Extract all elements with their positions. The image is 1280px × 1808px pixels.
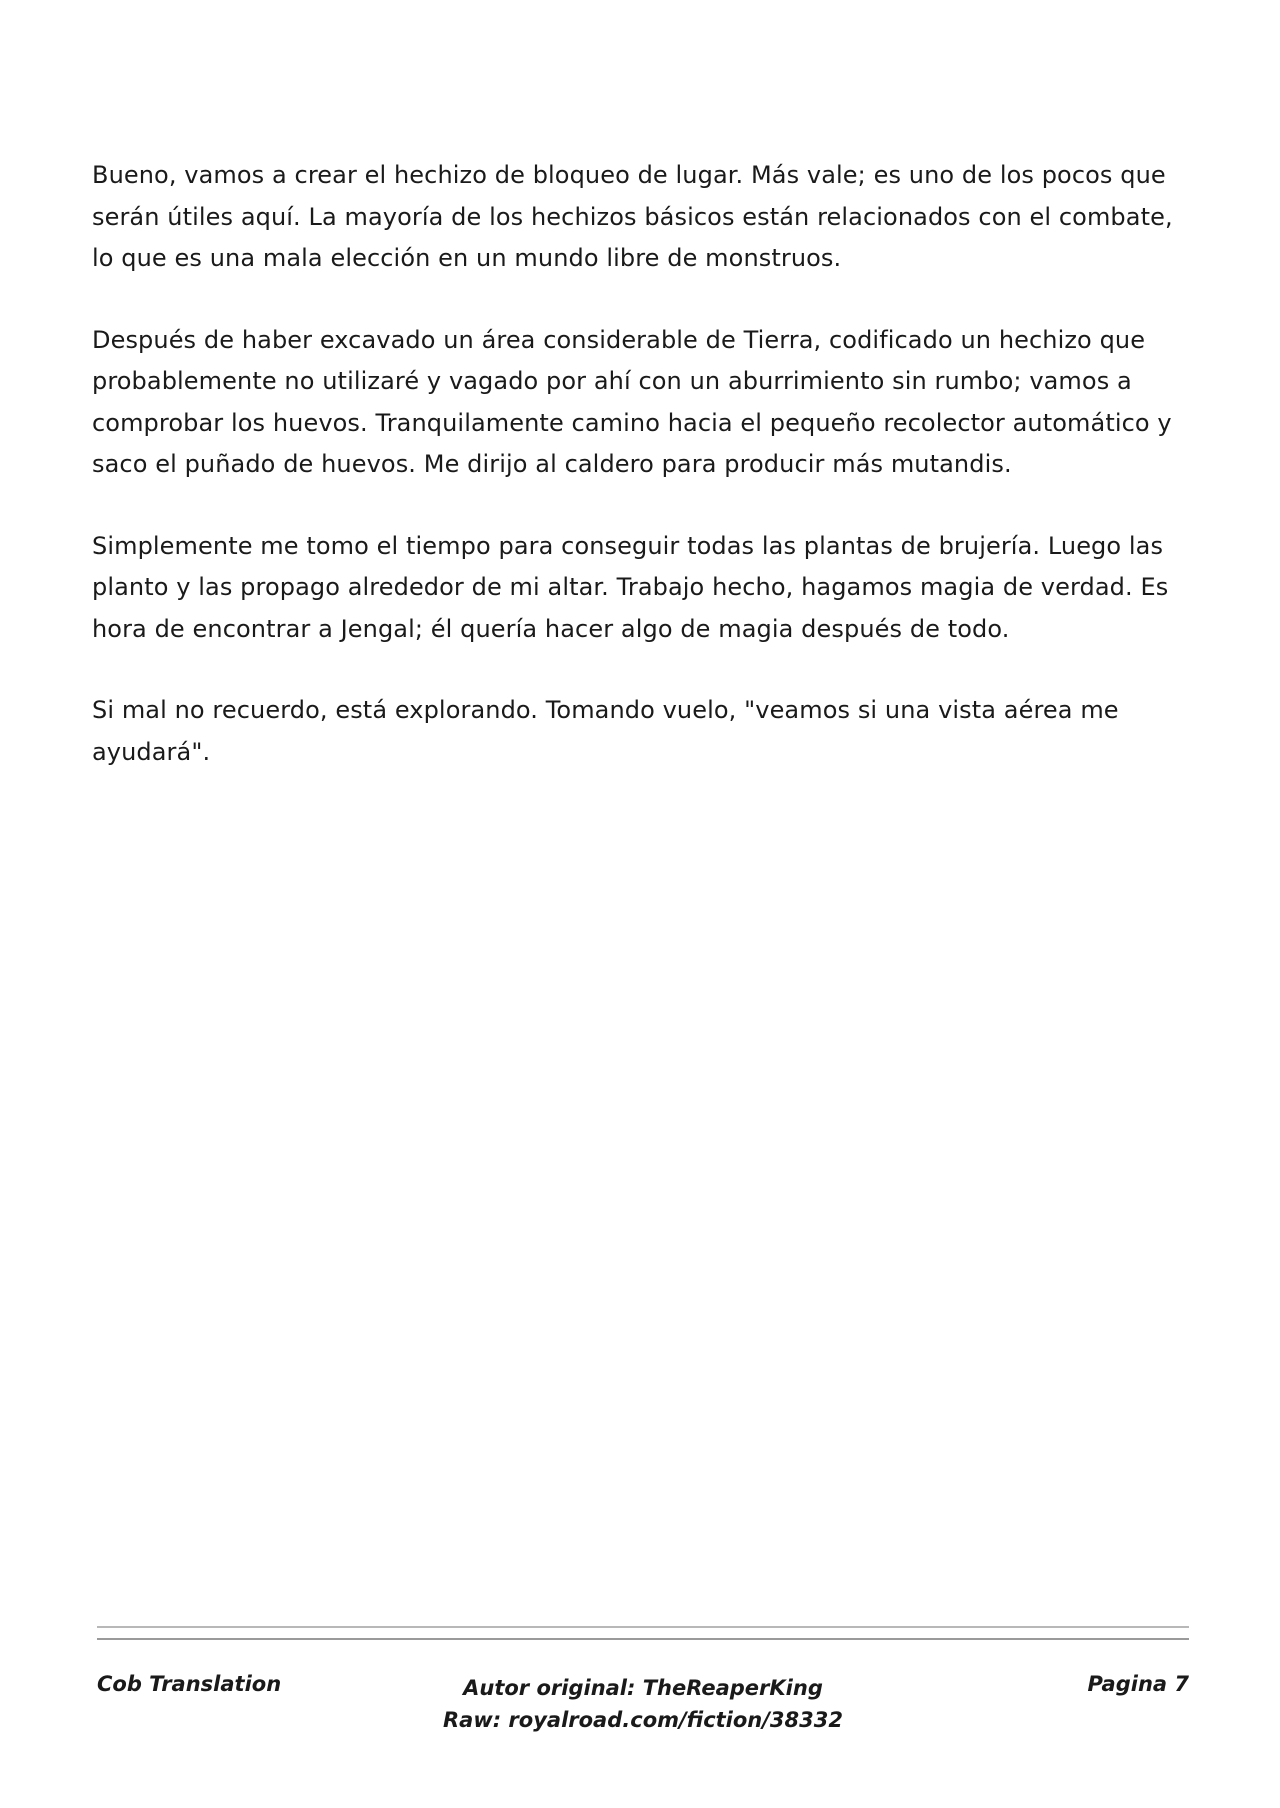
paragraph-1: Bueno, vamos a crear el hechizo de bloqueo de lugar. Más vale; es uno de los pocos que serán útiles aquí. La mayoría de los hechizos básicos están relacionados con el combate, lo que es una mala elección en un mundo libre de monstruos. xyxy=(92,161,1173,272)
paragraph-2: Después de haber excavado un área considerable de Tierra, codificado un hechizo que probablemente no utilizaré y vagado por ahí con un aburrimiento sin rumbo; vamos a comprobar los huevos. Tranquilamente camino hacia el pequeño recolector automático y saco el puñado de huevos. Me dirijo al caldero para producir más mutandis. xyxy=(92,325,1172,478)
body-text xyxy=(92,155,1192,813)
paragraph-3: Simplemente me tomo el tiempo para conseguir todas las plantas de brujería. Luego las planto y las propago alrededor de mi altar. Trabajo hecho, hagamos magia de verdad. Es hora de encontrar a Jengal; él quería hacer algo de magia después de todo. xyxy=(92,531,1169,643)
paragraph-4: Si mal no recuerdo, está explorando. Tomando vuelo, "veamos si una vista aérea me ayudará". xyxy=(92,696,1119,766)
footer-raw-source: Raw: royalroad.com/fiction/38332 xyxy=(442,1708,843,1732)
footer-divider xyxy=(97,1626,1189,1650)
footer-author: Autor original: TheReaperKing xyxy=(463,1676,823,1700)
footer-rule-bottom xyxy=(97,1638,1189,1640)
footer-translator: Cob Translation xyxy=(97,1672,282,1696)
footer-rule-top xyxy=(97,1626,1189,1628)
footer-page-number: Pagina 7 xyxy=(1087,1672,1189,1696)
footer-credits xyxy=(97,1672,1189,1736)
